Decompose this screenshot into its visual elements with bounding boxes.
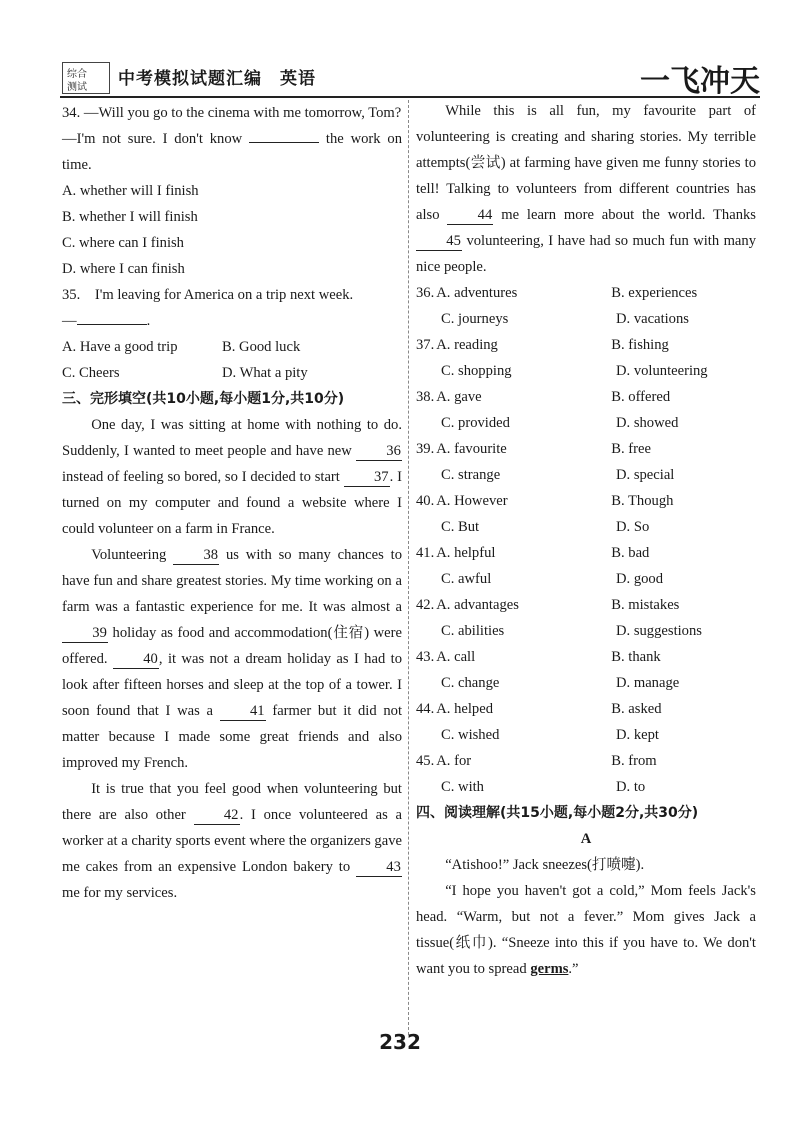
blank-41: 41: [220, 702, 266, 721]
option-b: B. bad: [611, 545, 650, 561]
blank-42: 42: [194, 806, 240, 825]
option-number: 41.: [416, 545, 435, 561]
cloze-option-row: [416, 592, 756, 618]
q35-option-c: C. Cheers: [62, 365, 120, 381]
blank-36: 36: [356, 442, 402, 461]
blank-39: 39: [62, 624, 108, 643]
option-c: C. awful: [441, 571, 492, 587]
option-c: C. But: [441, 519, 480, 535]
option-a: A. However: [436, 493, 508, 509]
reading-paragraph-2: [416, 878, 756, 982]
q34-answer-post: the work on time.: [62, 131, 403, 173]
option-d: D. good: [616, 571, 664, 587]
q34-option-a: A. whether will I finish: [62, 183, 199, 199]
q34-option-c: C. where can I finish: [62, 235, 184, 251]
option-a: A. advantages: [436, 597, 519, 613]
option-c: C. provided: [441, 415, 510, 431]
brand-logo: 一飞冲天: [640, 64, 760, 99]
cloze-text: farmer but it did not matter because I made some great friends and also improved my French.: [62, 703, 402, 771]
cloze-text: me learn more about the world. Thanks: [501, 207, 756, 223]
cloze-text: . I turned on my computer and found a website where I could volunteer on a farm in France.: [62, 469, 402, 537]
reading-text: .”: [568, 961, 579, 977]
cloze-option-row: [416, 332, 756, 358]
cloze-option-row: [416, 566, 756, 592]
option-b: B. fishing: [611, 337, 669, 353]
section-4-title: 四、阅读理解(共15小题,每小题2分,共30分): [416, 805, 699, 821]
passage-a-label: A: [580, 831, 592, 847]
option-number: 40.: [416, 493, 435, 509]
option-c: C. change: [441, 675, 500, 691]
cloze-option-row: [416, 722, 756, 748]
cloze-option-row: [416, 774, 756, 800]
cloze-option-row: [416, 696, 756, 722]
option-b: B. thank: [611, 649, 661, 665]
cloze-paragraph-3: [62, 776, 402, 906]
cloze-option-row: [416, 514, 756, 540]
option-c: C. strange: [441, 467, 501, 483]
underlined-word-germs: germs: [530, 961, 569, 977]
cloze-text: One day, I was sitting at home with nothing to do. Suddenly, I wanted to meet people and have new: [62, 417, 402, 459]
question-35-answer: — .: [62, 313, 151, 329]
answer-blank: [77, 324, 147, 325]
question-34: 34. —Will you go to the cinema with me tomorrow, Tom?: [62, 105, 402, 121]
option-c: C. wished: [441, 727, 500, 743]
option-c: C. abilities: [441, 623, 505, 639]
q34-option-d: D. where I can finish: [62, 261, 185, 277]
cloze-text: , it was not a dream holiday as I had to look after fifteen horses and sleep at the top of a tower. I soon found that I was a: [62, 651, 402, 719]
option-number: 37.: [416, 337, 435, 353]
cloze-text: instead of feeling so bored, so I decided to start: [62, 469, 340, 485]
option-b: B. mistakes: [611, 597, 680, 613]
option-d: D. manage: [616, 675, 680, 691]
header-logo: [62, 62, 110, 94]
cloze-paragraph-4: [416, 98, 756, 280]
cloze-text: . I once volunteered as a worker at a charity sports event where the organizers gave me cakes from an expensive London bakery to: [62, 807, 403, 875]
option-a: A. for: [436, 753, 472, 769]
q35-option-b: B. Good luck: [222, 339, 301, 355]
option-a: A. adventures: [436, 285, 518, 301]
option-number: 36.: [416, 285, 435, 301]
option-number: 38.: [416, 389, 435, 405]
page-number: 232: [379, 1030, 421, 1054]
option-c: C. with: [441, 779, 484, 795]
cloze-option-row: [416, 436, 756, 462]
q35-option-a: A. Have a good trip: [62, 339, 178, 355]
option-a: A. helped: [436, 701, 493, 717]
header-title: 中考模拟试题汇编 英语: [118, 69, 316, 89]
cloze-option-row: [416, 540, 756, 566]
cloze-paragraph-2: [62, 542, 402, 776]
cloze-text: volunteering, I have had so much fun with many nice people.: [416, 233, 756, 275]
option-a: A. reading: [436, 337, 498, 353]
blank-45: 45: [416, 232, 462, 251]
option-c: C. shopping: [441, 363, 512, 379]
option-b: B. offered: [611, 389, 671, 405]
option-a: A. gave: [436, 389, 482, 405]
question-35: 35. I'm leaving for America on a trip next week.: [62, 287, 354, 303]
cloze-text: holiday as food and accommodation(住宿) were offered.: [62, 625, 402, 667]
reading-paragraph-1: “Atishoo!” Jack sneezes(打喷嚏).: [445, 857, 645, 873]
cloze-option-row: [416, 670, 756, 696]
cloze-option-row: [416, 462, 756, 488]
option-number: 43.: [416, 649, 435, 665]
answer-blank: [249, 142, 319, 143]
cloze-option-row: [416, 644, 756, 670]
q35-option-d: D. What a pity: [222, 365, 308, 381]
q35-options-row-2: [62, 360, 402, 386]
q35-options-row-1: [62, 334, 402, 360]
cloze-option-row: [416, 748, 756, 774]
cloze-text: us with so many chances to have fun and share greatest stories. My time working on a farm was a fantastic experience for me. It was almost a: [62, 547, 403, 615]
option-d: D. vacations: [616, 311, 689, 327]
q35-answer-post: .: [146, 313, 151, 329]
option-a: A. favourite: [436, 441, 507, 457]
option-number: 45.: [416, 753, 435, 769]
column-divider: [408, 100, 409, 1035]
blank-37: 37: [344, 468, 390, 487]
page-header: [60, 60, 760, 98]
cloze-option-row: [416, 488, 756, 514]
cloze-option-row: [416, 410, 756, 436]
blank-38: 38: [173, 546, 219, 565]
option-a: A. call: [436, 649, 476, 665]
left-column: [62, 100, 402, 906]
cloze-option-row: [416, 280, 756, 306]
cloze-text: Volunteering: [91, 547, 167, 563]
reading-text: “I hope you haven't got a cold,” Mom feels Jack's head. “Warm, but not a fever.” Mom gives Jack a tissue(纸巾). “Sneeze into this if you have to. We don't want you to spread: [416, 883, 756, 977]
option-b: B. asked: [611, 701, 662, 717]
blank-40: 40: [113, 650, 159, 669]
cloze-paragraph-1: [62, 412, 402, 542]
option-b: B. Though: [611, 493, 674, 509]
blank-43: 43: [356, 858, 402, 877]
option-number: 44.: [416, 701, 435, 717]
cloze-option-row: [416, 384, 756, 410]
option-d: D. showed: [616, 415, 679, 431]
option-d: D. to: [616, 779, 646, 795]
cloze-option-row: [416, 358, 756, 384]
option-d: D. suggestions: [616, 623, 702, 639]
cloze-options-list: [416, 280, 756, 800]
option-d: D. volunteering: [616, 363, 708, 379]
right-column: [416, 98, 756, 982]
q34-answer-pre: —I'm not sure. I don't know: [62, 131, 243, 147]
option-b: B. from: [611, 753, 657, 769]
option-b: B. free: [611, 441, 651, 457]
logo-bottom-text: 测试: [67, 82, 87, 93]
cloze-text: While this is all fun, my favourite part of volunteering is creating and sharing stories. My terrible attempts(尝试) at farming have given me funny stories to tell! Talking to volunteers from different countries has also: [416, 103, 756, 223]
logo-top-text: 综合: [67, 69, 87, 80]
option-d: D. So: [616, 519, 650, 535]
cloze-text: It is true that you feel good when volunteering but there are also other: [62, 781, 402, 823]
q34-option-b: B. whether I will finish: [62, 209, 198, 225]
option-d: D. kept: [616, 727, 659, 743]
question-34-answer: [62, 126, 402, 178]
option-a: A. helpful: [436, 545, 496, 561]
option-c: C. journeys: [441, 311, 509, 327]
option-b: B. experiences: [611, 285, 698, 301]
blank-44: 44: [447, 206, 493, 225]
option-number: 42.: [416, 597, 435, 613]
cloze-option-row: [416, 618, 756, 644]
cloze-text: me for my services.: [62, 885, 178, 901]
option-number: 39.: [416, 441, 435, 457]
cloze-option-row: [416, 306, 756, 332]
option-d: D. special: [616, 467, 675, 483]
section-3-title: 三、完形填空(共10小题,每小题1分,共10分): [62, 391, 345, 407]
